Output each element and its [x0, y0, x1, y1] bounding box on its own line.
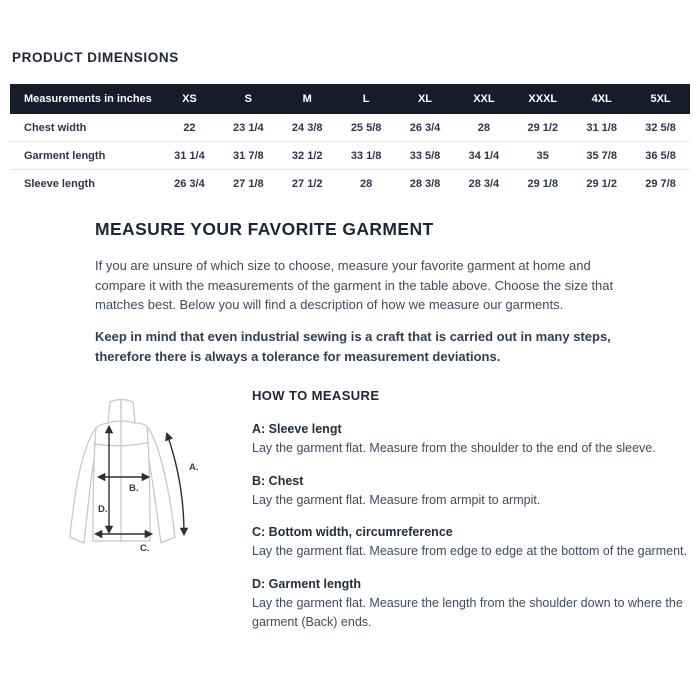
jacket-outline-icon: [70, 400, 175, 544]
size-value: 25 5/8: [350, 121, 382, 134]
table-header-size-l: L: [362, 93, 370, 105]
row-label: Sleeve length: [24, 178, 95, 190]
size-value: 26 3/4: [174, 178, 205, 190]
table-header-size-xxxl: XXXL: [528, 93, 558, 105]
measure-section-heading: MEASURE YOUR FAVORITE GARMENT: [95, 219, 434, 239]
table-header-size-4xl: 4XL: [591, 93, 612, 105]
size-value: 35 7/8: [586, 149, 617, 162]
measure-item-title: C: Bottom width, circumreference: [252, 525, 453, 539]
size-table-header: [10, 84, 690, 114]
measure-item-chest: [252, 472, 692, 511]
tolerance-paragraph: Keep in mind that even industrial sewing is a craft that is carried out in many steps, therefore there is always a tolerance for measurement deviations.: [95, 329, 611, 364]
size-value: 22: [183, 121, 196, 134]
measure-item-title: D: Garment length: [252, 576, 362, 591]
size-value: 32 5/8: [645, 121, 676, 134]
size-value: 23 1/4: [233, 121, 264, 134]
size-value: 33 1/8: [350, 149, 382, 162]
size-value: 28 3/8: [409, 178, 441, 190]
garment-diagram: [48, 390, 248, 580]
diagram-label-a: A.: [189, 462, 199, 473]
table-header-size-s: S: [244, 93, 252, 105]
size-value: 28: [359, 178, 373, 190]
size-value: 35: [536, 149, 549, 162]
size-value: 26 3/4: [409, 121, 441, 134]
size-value: 24 3/8: [291, 121, 323, 134]
measure-item-bottom-width: [252, 523, 692, 562]
size-value: 33 5/8: [409, 149, 441, 162]
measure-item-garment-length: [252, 575, 692, 633]
how-to-measure-section: [252, 388, 692, 646]
size-value: 32 1/2: [291, 149, 323, 162]
size-value: 29 1/2: [586, 178, 617, 190]
size-value: 31 7/8: [233, 149, 264, 162]
size-value: 28 3/4: [468, 178, 500, 190]
measure-item-description: Lay the garment flat. Measure from armpit to armpit.: [252, 492, 541, 507]
size-table: [10, 84, 690, 198]
size-value: 27 1/8: [233, 178, 264, 190]
size-value: 31 1/8: [586, 121, 617, 134]
row-label: Garment length: [24, 149, 106, 162]
size-value: 27 1/2: [291, 178, 323, 190]
table-row: [10, 142, 690, 170]
measure-item-sleeve: [252, 420, 692, 459]
size-value: 28: [477, 121, 491, 134]
row-label: Chest width: [24, 121, 87, 134]
page-title: PRODUCT DIMENSIONS: [12, 50, 179, 65]
size-value: 29 1/2: [527, 121, 559, 134]
table-header-size-xs: XS: [182, 93, 197, 105]
how-to-measure-heading: HOW TO MEASURE: [252, 388, 380, 403]
measure-item-description: Lay the garment flat. Measure from edge to edge at the bottom of the garment.: [252, 544, 687, 558]
size-value: 29 7/8: [645, 178, 676, 190]
size-table-body: [10, 114, 690, 198]
measure-item-description: Lay the garment flat. Measure from the shoulder to the end of the sleeve.: [252, 441, 656, 455]
size-value: 36 5/8: [645, 149, 676, 162]
table-row: [10, 114, 690, 142]
table-header-size-xxl: XXL: [473, 93, 495, 105]
table-header-label: Measurements in inches: [24, 93, 152, 105]
table-header-size-xl: XL: [417, 93, 433, 105]
table-row: [10, 170, 690, 198]
size-value: 29 1/8: [527, 178, 559, 190]
measure-item-title: A: Sleeve lengt: [252, 422, 342, 436]
table-header-size-m: M: [302, 93, 312, 105]
measure-item-description: Lay the garment flat. Measure the length from the shoulder down to where the garment (Back) ends.: [252, 595, 683, 629]
diagram-label-d: D.: [98, 504, 108, 515]
size-value: 34 1/4: [468, 149, 500, 162]
measure-arrows: [96, 427, 184, 534]
table-header-size-5xl: 5XL: [650, 93, 671, 105]
measure-paragraph: If you are unsure of which size to choose, measure your favorite garment at home and compare it with the measurements of the garment in the table above. Choose the size that matches best. Below you will find a description of how we measure our garments.: [95, 258, 614, 312]
diagram-label-b: B.: [129, 483, 139, 494]
measure-item-title: B: Chest: [252, 473, 304, 488]
diagram-label-c: C.: [140, 543, 150, 554]
size-value: 31 1/4: [174, 149, 205, 162]
